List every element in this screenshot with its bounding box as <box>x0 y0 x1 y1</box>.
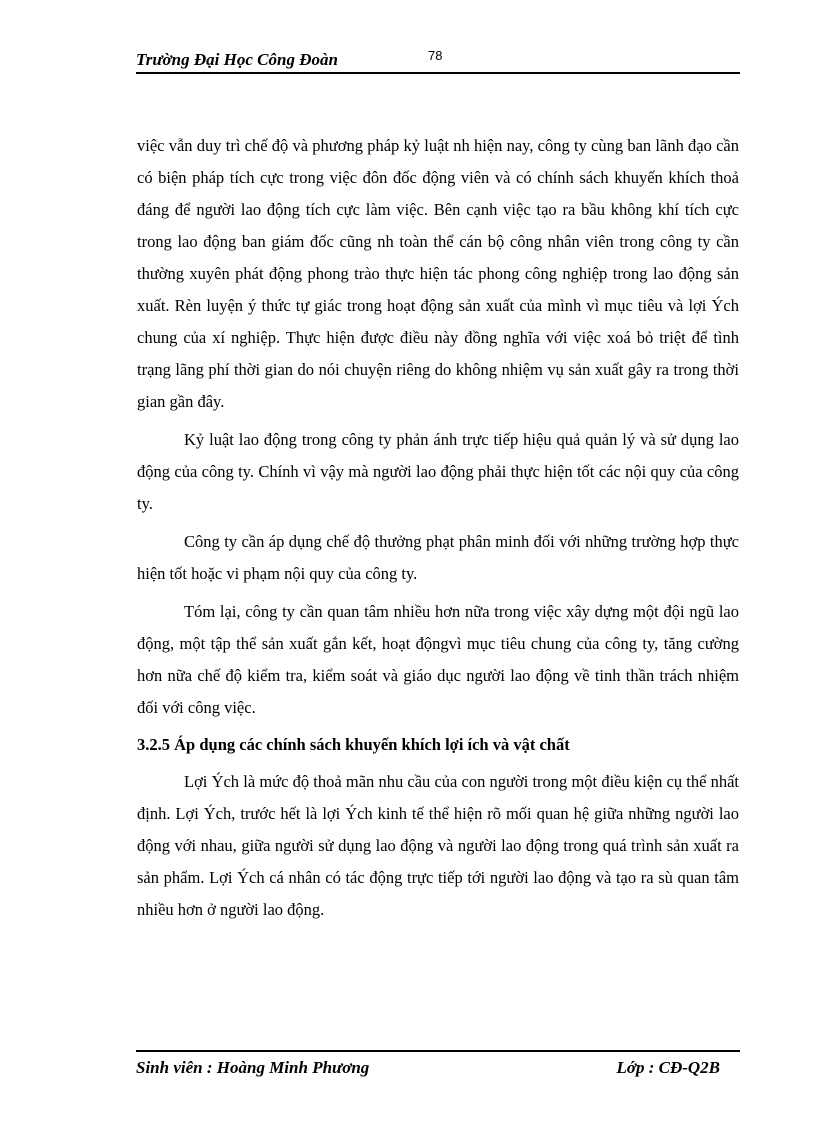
document-body <box>137 130 739 926</box>
school-name: Trường Đại Học Công Đoàn <box>136 50 338 69</box>
page-number: 78 <box>428 48 443 63</box>
section-heading: 3.2.5 Áp dụng các chính sách khuyến khích lợi ích và vật chất <box>137 735 570 754</box>
page-footer <box>136 1050 740 1082</box>
paragraph-2: Kỷ luật lao động trong công ty phản ánh trực tiếp hiệu quả quản lý và sử dụng lao động của công ty. Chính vì vậy mà người lao động phải thực hiện tốt các nội quy của công ty. <box>137 430 739 513</box>
paragraph-4: Tóm lại, công ty cần quan tâm nhiều hơn nữa trong việc xây dựng một đội ngũ lao động, một tập thể sản xuất gắn kết, hoạt độngvì mục tiêu chung của công ty, tăng cường hơn nữa chế độ kiểm tra, kiểm soát và giáo dục người lao động về tinh thần trách nhiệm đối với công việc. <box>137 602 739 717</box>
page-header <box>136 48 740 74</box>
paragraph-5: Lợi Ých là mức độ thoả mãn nhu cầu của con người trong một điều kiện cụ thể nhất định. Lợi Ých, trước hết là lợi Ých kinh tế thể hiện rõ mối quan hệ giữa những người lao động với nhau, giữa người sử dụng lao động và người lao động trong quá trình sản xuất ra sản phẩm. Lợi Ých cá nhân có tác động trực tiếp tới người lao động và tạo ra sù quan tâm nhiều hơn ở người lao động. <box>137 772 739 919</box>
paragraph-3: Công ty cần áp dụng chế độ thưởng phạt phân minh đối với những trường hợp thực hiện tốt hoặc vi phạm nội quy của công ty. <box>137 532 739 583</box>
student-name: Sinh viên : Hoàng Minh Phương <box>136 1058 370 1077</box>
paragraph-1: việc vẫn duy trì chế độ và phương pháp kỷ luật nh hiện nay, công ty cùng ban lãnh đạo cần có biện pháp tích cực trong việc đôn đốc động viên và có chính sách khuyến khích thoả đáng để người lao động tích cực làm việc. Bên cạnh việc tạo ra bầu không khí tích cực trong lao động ban giám đốc cũng nh toàn thể cán bộ công nhân viên trong công ty cần thường xuyên phát động phong trào thực hiện tác phong công nghiệp trong lao động sản xuất. Rèn luyện ý thức tự giác trong hoạt động sản xuất của mình vì mục tiêu và lợi Ých chung của xí nghiệp. Thực hiện được điều này đồng nghĩa với việc xoá bỏ triệt để tình trạng lãng phí thời gian do nói chuyện riêng do không nhiệm vụ sản xuất gây ra trong thời gian gần đây. <box>137 136 739 411</box>
class-name: Lớp : CĐ-Q2B <box>616 1058 720 1077</box>
